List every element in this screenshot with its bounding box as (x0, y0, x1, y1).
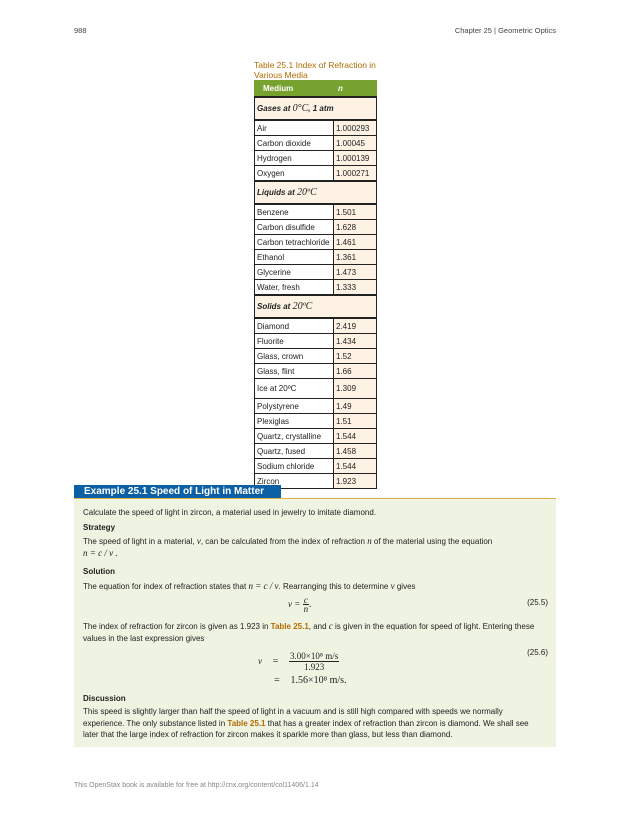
index-cell: 1.501 (334, 204, 377, 220)
medium-cell: Water, fresh (255, 280, 334, 296)
section-row (255, 181, 377, 204)
strategy-equation: n = c / v . (83, 547, 118, 558)
medium-cell: Glass, flint (255, 364, 334, 379)
section-title-prefix: Solids at (257, 302, 291, 311)
chapter-header: Chapter 25 | Geometric Optics (454, 26, 556, 35)
solution-var-v: v (390, 581, 395, 591)
table-row (255, 120, 377, 136)
page-number: 988 (74, 26, 87, 35)
index-cell: 1.309 (334, 379, 377, 399)
solution-equation: n = c / v (248, 581, 279, 591)
section-row (255, 97, 377, 120)
example-intro: Calculate the speed of light in zircon, a material used in jewelry to imitate diamond. (83, 508, 377, 517)
medium-cell: Ice at 20ºC (255, 379, 334, 399)
medium-cell: Diamond (255, 318, 334, 334)
strategy-text-c: of the material using the equation (373, 537, 493, 546)
eq2-result: 1.56×10⁸ m/s. (290, 675, 347, 686)
index-cell: 1.000271 (334, 166, 377, 182)
eq2-denominator: 1.923 (303, 662, 325, 672)
solution-text-c: gives (396, 582, 416, 591)
medium-cell: Air (255, 120, 334, 136)
table-row (255, 364, 377, 379)
equation-number-25-5: (25.5) (527, 598, 548, 607)
index-cell: 1.49 (334, 399, 377, 414)
table-row (255, 235, 377, 250)
eq2-equals-2: = (274, 675, 280, 686)
table-row (255, 414, 377, 429)
index-cell: 1.000139 (334, 151, 377, 166)
index-cell: 1.361 (334, 250, 377, 265)
strategy-var-v: v (196, 536, 201, 546)
given-text (83, 621, 545, 644)
eq2-fraction (289, 651, 339, 672)
eq1-numerator: c (303, 595, 308, 605)
section-title-temperature: 20ºC (297, 187, 317, 198)
table-body (255, 97, 377, 489)
section-title (255, 181, 377, 204)
strategy-text-a: The speed of light in a material, (83, 537, 195, 546)
eq1-denominator: n (303, 604, 309, 614)
solution-heading: Solution (83, 567, 115, 576)
equation-25-6-line2 (266, 675, 347, 686)
strategy-var-n: n (367, 536, 372, 546)
section-title-suffix: , 1 atm (308, 104, 334, 113)
medium-cell: Ethanol (255, 250, 334, 265)
table-row (255, 429, 377, 444)
eq2-equals: = (272, 655, 279, 667)
section-title (255, 97, 377, 120)
strategy-text-b: , can be calculated from the index of refraction (200, 537, 365, 546)
index-cell: 1.00045 (334, 136, 377, 151)
index-cell: 1.000293 (334, 120, 377, 136)
eq1-tail: . (308, 598, 312, 610)
table-row (255, 399, 377, 414)
medium-cell: Quartz, fused (255, 444, 334, 459)
medium-cell: Carbon dioxide (255, 136, 334, 151)
index-cell: 2.419 (334, 318, 377, 334)
eq2-lhs: v (258, 655, 262, 666)
table-row (255, 280, 377, 296)
medium-cell: Zircon (255, 474, 334, 489)
discussion-heading: Discussion (83, 694, 126, 703)
table-row (255, 265, 377, 280)
table-row (255, 334, 377, 349)
section-title-temperature: 0°C (292, 103, 309, 114)
discussion-text-a: This speed is slightly larger than half the speed of light in a vacuum and is still high compared with speeds we normally experience. The only substance listed in (83, 707, 503, 728)
index-cell: 1.458 (334, 444, 377, 459)
table-header-row (255, 81, 377, 98)
table-link[interactable]: Table 25.1 (270, 622, 309, 631)
section-title (255, 295, 377, 318)
table-row (255, 250, 377, 265)
column-header-n: n (334, 81, 377, 98)
strategy-text (83, 536, 545, 559)
medium-cell: Plexiglas (255, 414, 334, 429)
table-row (255, 204, 377, 220)
medium-cell: Oxygen (255, 166, 334, 182)
index-cell: 1.52 (334, 349, 377, 364)
table-caption: Table 25.1 Index of Refraction in Various Media (254, 60, 376, 80)
table-row (255, 459, 377, 474)
given-text-a: The index of refraction for zircon is given as 1.923 in (83, 622, 269, 631)
discussion-table-link[interactable]: Table 25.1 (227, 718, 266, 728)
index-cell: 1.434 (334, 334, 377, 349)
table-row (255, 220, 377, 235)
index-cell: 1.544 (334, 429, 377, 444)
discussion-text-b: that has a greater index of refraction than zircon is diamond. We shall see later that the large index of refraction for zircon makes it sparkle more than glass, but less than diamond. (83, 718, 529, 739)
eq2-numerator: 3.00×10⁸ m/s (290, 651, 339, 661)
medium-cell: Fluorite (255, 334, 334, 349)
section-title-prefix: Liquids at (257, 188, 295, 197)
solution-text-a: The equation for index of refraction states that (83, 582, 247, 591)
medium-cell: Sodium chloride (255, 459, 334, 474)
page-footer: This OpenStax book is available for free at http://cnx.org/content/col11406/1.14 (74, 782, 319, 789)
section-row (255, 295, 377, 318)
solution-text-b: . Rearranging this to determine (278, 582, 389, 591)
equation-25-6-line1 (258, 651, 339, 672)
column-header-medium: Medium (255, 81, 334, 98)
index-cell: 1.461 (334, 235, 377, 250)
table-row (255, 166, 377, 182)
medium-cell: Glycerine (255, 265, 334, 280)
index-cell: 1.544 (334, 459, 377, 474)
index-cell: 1.473 (334, 265, 377, 280)
equation-25-5 (288, 596, 311, 613)
index-cell: 1.66 (334, 364, 377, 379)
section-title-prefix: Gases at (257, 104, 291, 113)
given-var-c: c (328, 621, 333, 631)
eq1-lhs: v = (288, 598, 301, 609)
medium-cell: Quartz, crystalline (255, 429, 334, 444)
table-row (255, 151, 377, 166)
medium-cell: Benzene (255, 204, 334, 220)
table-row (255, 379, 377, 399)
table-row (255, 349, 377, 364)
refraction-table (254, 80, 377, 489)
medium-cell: Glass, crown (255, 349, 334, 364)
example-title: Example 25.1 Speed of Light in Matter (74, 485, 281, 499)
index-cell: 1.333 (334, 280, 377, 296)
equation-number-25-6: (25.6) (527, 648, 548, 657)
given-text-b: , and (308, 622, 327, 631)
solution-text (83, 581, 545, 593)
strategy-heading: Strategy (83, 523, 116, 532)
index-cell: 1.923 (334, 474, 377, 489)
medium-cell: Carbon tetrachloride (255, 235, 334, 250)
table-row (255, 318, 377, 334)
discussion-text (83, 706, 545, 741)
given-text-c: is given in the equation for speed of light. Entering these values in the last expression gives (83, 622, 535, 643)
medium-cell: Carbon disulfide (255, 220, 334, 235)
medium-cell: Polystyrene (255, 399, 334, 414)
index-cell: 1.51 (334, 414, 377, 429)
table-row (255, 444, 377, 459)
medium-cell: Hydrogen (255, 151, 334, 166)
index-cell: 1.628 (334, 220, 377, 235)
table-row (255, 136, 377, 151)
section-title-temperature: 20ºC (292, 301, 313, 312)
